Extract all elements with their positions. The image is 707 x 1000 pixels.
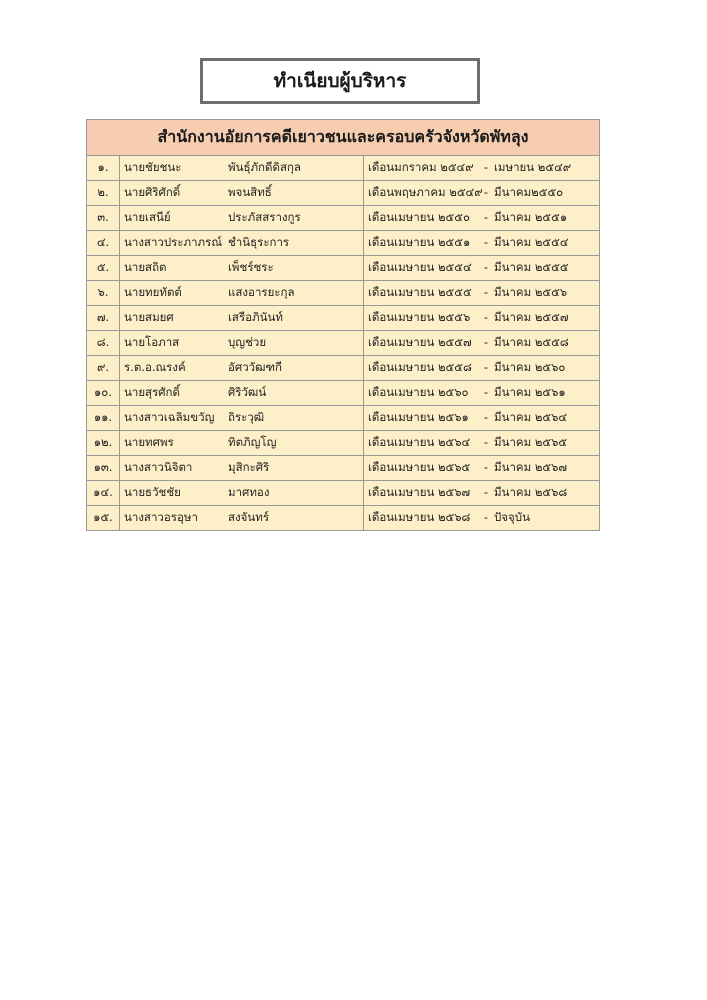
row-number: ๑๒. [87,431,120,456]
row-number: ๘. [87,331,120,356]
term-end: มีนาคม ๒๕๕๔ [494,235,569,249]
term-separator: - [483,410,489,424]
term-separator: - [483,510,489,524]
director-name [120,381,364,406]
director-name [120,456,364,481]
first-name: นางสาวเฉลิมขวัญ [124,410,215,424]
row-number: ๑. [87,156,120,181]
term-start: เดือนเมษายน ๒๕๖๘ [368,510,471,524]
director-name [120,156,364,181]
term-separator: - [483,185,489,199]
row-number: ๗. [87,306,120,331]
first-name: นายสถิต [124,260,167,274]
row-number: ๑๓. [87,456,120,481]
term-period [364,331,600,356]
row-number: ๕. [87,256,120,281]
term-start: เดือนเมษายน ๒๕๕๗ [368,335,472,349]
term-end: มีนาคม ๒๕๖๑ [494,385,566,399]
term-separator: - [483,335,489,349]
director-name [120,431,364,456]
first-name: นายชัยชนะ [124,160,182,174]
last-name: มุสิกะศิริ [228,460,270,474]
page-title: ทำเนียบผู้บริหาร [200,58,480,104]
last-name: มาศทอง [228,485,270,499]
term-period [364,231,600,256]
last-name: ประภัสสรางกูร [228,210,301,224]
term-start: เดือนมกราคม ๒๕๔๙ [368,160,474,174]
term-period [364,156,600,181]
director-name [120,181,364,206]
first-name: นายเสนีย์ [124,210,171,224]
row-number: ๖. [87,281,120,306]
term-start: เดือนเมษายน ๒๕๕๘ [368,360,472,374]
directors-table [86,119,600,531]
term-separator: - [483,460,489,474]
term-separator: - [483,310,489,324]
term-start: เดือนเมษายน ๒๕๕๔ [368,260,472,274]
term-end: ปัจจุบัน [494,510,530,524]
director-name [120,406,364,431]
row-number: ๒. [87,181,120,206]
term-period [364,406,600,431]
table-row [87,506,600,531]
term-end: มีนาคม ๒๕๖๐ [494,360,566,374]
term-period [364,256,600,281]
last-name: เพ็ชร์ชระ [228,260,274,274]
row-number: ๑๑. [87,406,120,431]
first-name: นายโอภาส [124,335,180,349]
term-separator: - [483,160,489,174]
term-start: เดือนเมษายน ๒๕๖๐ [368,385,469,399]
term-start: เดือนพฤษภาคม ๒๕๔๙ [368,185,483,199]
term-start: เดือนเมษายน ๒๕๖๗ [368,485,471,499]
term-period [364,481,600,506]
table-row [87,406,600,431]
term-end: มีนาคม ๒๕๕๕ [494,260,569,274]
table-row [87,231,600,256]
table-row [87,156,600,181]
last-name: ทิตภิญโญ [228,435,277,449]
term-period [364,431,600,456]
last-name: พันธุ์ภักดีดิสกุล [228,160,301,174]
term-end: มีนาคม ๒๕๕๖ [494,285,568,299]
first-name: นายศิริศักดิ์ [124,185,181,199]
term-separator: - [483,435,489,449]
term-start: เดือนเมษายน ๒๕๕๑ [368,235,471,249]
first-name: นายสุรศักดิ์ [124,385,180,399]
row-number: ๔. [87,231,120,256]
first-name: นางสาวประภาภรณ์ [124,235,222,249]
table-row [87,456,600,481]
last-name: ชำนิธุระการ [228,235,290,249]
first-name: นายทยทัตต์ [124,285,182,299]
table-row [87,381,600,406]
term-separator: - [483,210,489,224]
term-end: มีนาคม ๒๕๖๕ [494,435,568,449]
first-name: นายสมยศ [124,310,174,324]
term-separator: - [483,235,489,249]
last-name: เสรีอภินันท์ [228,310,283,324]
last-name: สงจันทร์ [228,510,269,524]
term-period [364,181,600,206]
term-period [364,281,600,306]
term-start: เดือนเมษายน ๒๕๕๖ [368,310,471,324]
first-name: นายทศพร [124,435,174,449]
table-row [87,256,600,281]
first-name: นางสาวอรอุษา [124,510,198,524]
director-name [120,306,364,331]
first-name: นางสาวนิจิตา [124,460,193,474]
last-name: อัศววัฒฑกี [228,360,283,374]
row-number: ๑๕. [87,506,120,531]
term-period [364,206,600,231]
term-period [364,381,600,406]
director-name [120,256,364,281]
directors-table-container [86,119,599,531]
office-header: สำนักงานอัยการคดีเยาวชนและครอบครัวจังหวัดพัทลุง [87,120,600,156]
term-period [364,506,600,531]
table-row [87,206,600,231]
term-separator: - [483,360,489,374]
last-name: แสงอารยะกุล [228,285,295,299]
term-end: เมษายน ๒๕๔๙ [494,160,572,174]
term-start: เดือนเมษายน ๒๕๖๔ [368,435,471,449]
last-name: พจนสิทธิ์ [228,185,272,199]
director-name [120,231,364,256]
term-end: มีนาคม ๒๕๕๑ [494,210,568,224]
table-row [87,331,600,356]
director-name [120,481,364,506]
term-separator: - [483,285,489,299]
table-row [87,306,600,331]
first-name: ร.ต.อ.ณรงค์ [124,360,186,374]
term-end: มีนาคม ๒๕๖๘ [494,485,568,499]
term-end: มีนาคม ๒๕๖๗ [494,460,568,474]
term-separator: - [483,260,489,274]
last-name: ศิริวัฒน์ [228,385,267,399]
term-period [364,456,600,481]
term-end: มีนาคม๒๕๕๐ [494,185,564,199]
director-name [120,281,364,306]
row-number: ๓. [87,206,120,231]
row-number: ๙. [87,356,120,381]
director-name [120,506,364,531]
director-name [120,331,364,356]
last-name: ถิระวุฒิ [228,410,265,424]
table-row [87,281,600,306]
last-name: บุญช่วย [228,335,267,349]
term-start: เดือนเมษายน ๒๕๖๑ [368,410,469,424]
term-separator: - [483,385,489,399]
table-row [87,181,600,206]
director-name [120,356,364,381]
director-name [120,206,364,231]
term-end: มีนาคม ๒๕๖๔ [494,410,568,424]
term-separator: - [483,485,489,499]
term-start: เดือนเมษายน ๒๕๖๕ [368,460,471,474]
row-number: ๑๐. [87,381,120,406]
row-number: ๑๔. [87,481,120,506]
term-period [364,306,600,331]
table-row [87,431,600,456]
term-start: เดือนเมษายน ๒๕๕๕ [368,285,472,299]
term-end: มีนาคม ๒๕๕๗ [494,310,569,324]
table-row [87,481,600,506]
table-row [87,356,600,381]
term-start: เดือนเมษายน ๒๕๕๐ [368,210,470,224]
first-name: นายธวัชชัย [124,485,181,499]
term-end: มีนาคม ๒๕๕๘ [494,335,569,349]
term-period [364,356,600,381]
directors-list [87,156,600,531]
